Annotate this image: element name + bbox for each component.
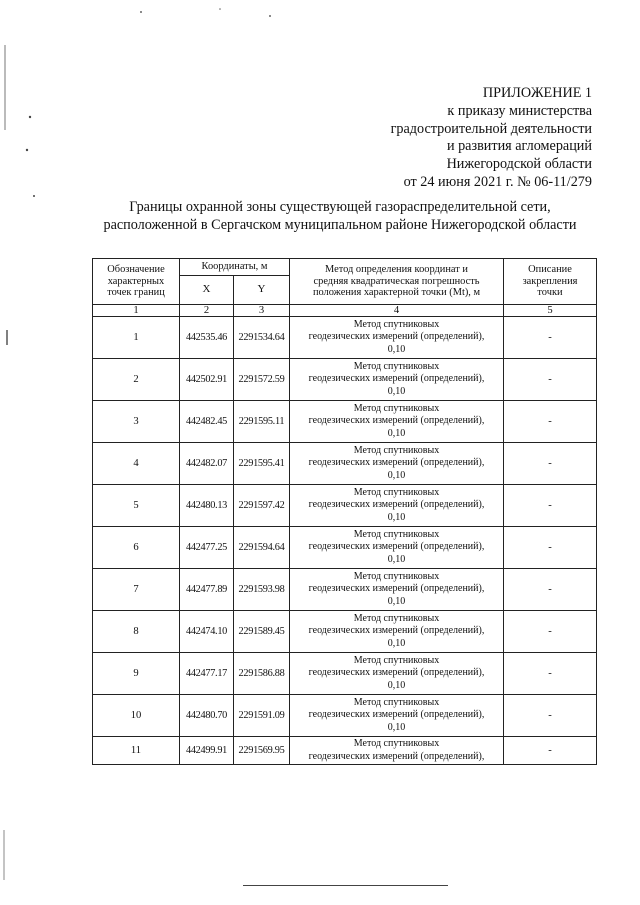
- table-row: [93, 485, 597, 527]
- col-number: 4: [290, 305, 504, 317]
- point-number-cell: 5: [93, 485, 180, 527]
- description-cell: -: [504, 317, 597, 359]
- table-row: [93, 737, 597, 765]
- y-coordinate-cell: 2291589.45: [234, 611, 290, 653]
- appendix-header: [332, 85, 592, 192]
- header-method-line-1: Метод определения координат и: [325, 264, 468, 276]
- method-cell: [290, 653, 504, 695]
- method-line-1: Метод спутниковых: [353, 528, 440, 540]
- point-number-cell: 10: [93, 695, 180, 737]
- method-cell: [290, 401, 504, 443]
- method-line-2: геодезических измерений (определений),: [308, 499, 485, 511]
- description-cell: -: [504, 611, 597, 653]
- method-line-3: 0,10: [387, 385, 406, 397]
- x-coordinate-cell: 442502.91: [180, 359, 234, 401]
- table-row: [93, 569, 597, 611]
- table-row: [93, 653, 597, 695]
- x-coordinate-cell: 442499.91: [180, 737, 234, 765]
- method-cell: [290, 611, 504, 653]
- point-number-cell: 11: [93, 737, 180, 765]
- method-line-2: геодезических измерений (определений),: [308, 583, 485, 595]
- description-cell: -: [504, 737, 597, 765]
- appendix-line-2: к приказу министерства: [447, 102, 592, 119]
- table-row: [93, 401, 597, 443]
- description-cell: -: [504, 359, 597, 401]
- method-cell: [290, 569, 504, 611]
- appendix-line-6: от 24 июня 2021 г. № 06-11/279: [403, 173, 592, 190]
- x-coordinate-cell: 442480.70: [180, 695, 234, 737]
- header-method-line-2: средняя квадратическая погрешность: [313, 275, 480, 287]
- method-line-3: 0,10: [387, 469, 406, 481]
- title-line-2: расположенной в Сергачском муниципальном районе Нижегородской области: [103, 217, 577, 233]
- method-line-2: геодезических измерений (определений),: [308, 541, 485, 553]
- point-number-cell: 2: [93, 359, 180, 401]
- title-line-1: Границы охранной зоны существующей газораспределительной сети,: [129, 199, 551, 215]
- method-line-2: геодезических измерений (определений),: [308, 750, 485, 762]
- col-number: 1: [93, 305, 180, 317]
- method-cell: [290, 359, 504, 401]
- point-number-cell: 7: [93, 569, 180, 611]
- col-number: 3: [234, 305, 290, 317]
- footer-line: [243, 885, 448, 886]
- point-number-cell: 1: [93, 317, 180, 359]
- table-body: [93, 317, 597, 765]
- table-row: [93, 527, 597, 569]
- description-cell: -: [504, 569, 597, 611]
- header-y: Y: [234, 276, 290, 305]
- method-line-3: 0,10: [387, 343, 406, 355]
- x-coordinate-cell: 442477.89: [180, 569, 234, 611]
- table-row: [93, 695, 597, 737]
- description-cell: -: [504, 653, 597, 695]
- method-line-1: Метод спутниковых: [353, 612, 440, 624]
- method-line-1: Метод спутниковых: [353, 654, 440, 666]
- header-coordinates: Координаты, м: [180, 259, 290, 276]
- method-line-2: геодезических измерений (определений),: [308, 415, 485, 427]
- method-cell: [290, 485, 504, 527]
- y-coordinate-cell: 2291594.64: [234, 527, 290, 569]
- y-coordinate-cell: 2291595.41: [234, 443, 290, 485]
- method-line-2: геодезических измерений (определений),: [308, 373, 485, 385]
- method-line-3: 0,10: [387, 637, 406, 649]
- y-coordinate-cell: 2291569.95: [234, 737, 290, 765]
- method-cell: [290, 527, 504, 569]
- y-coordinate-cell: 2291595.11: [234, 401, 290, 443]
- point-number-cell: 9: [93, 653, 180, 695]
- table-row: [93, 443, 597, 485]
- x-coordinate-cell: 442482.45: [180, 401, 234, 443]
- header-method: [290, 259, 504, 305]
- point-number-cell: 3: [93, 401, 180, 443]
- column-number-row: [93, 305, 597, 317]
- method-line-1: Метод спутниковых: [353, 738, 440, 749]
- header-point-line-3: точек границ: [107, 287, 165, 299]
- description-cell: -: [504, 443, 597, 485]
- method-line-1: Метод спутниковых: [353, 402, 440, 414]
- point-number-cell: 6: [93, 527, 180, 569]
- method-cell: [290, 317, 504, 359]
- method-line-3: 0,10: [387, 679, 406, 691]
- y-coordinate-cell: 2291572.59: [234, 359, 290, 401]
- method-line-3: 0,10: [387, 553, 406, 565]
- method-cell: [290, 443, 504, 485]
- header-method-line-3: положения характерной точки (Mt), м: [312, 287, 481, 299]
- header-description: [504, 259, 597, 305]
- appendix-line-3: градостроительной деятельности: [390, 120, 592, 137]
- description-cell: -: [504, 485, 597, 527]
- document-title: [80, 198, 600, 234]
- header-desc-line-2: закрепления: [522, 275, 578, 287]
- table-row: [93, 611, 597, 653]
- method-line-2: геодезических измерений (определений),: [308, 667, 485, 679]
- description-cell: -: [504, 695, 597, 737]
- method-line-1: Метод спутниковых: [353, 486, 440, 498]
- header-x: X: [180, 276, 234, 305]
- col-number: 5: [504, 305, 597, 317]
- method-line-2: геодезических измерений (определений),: [308, 709, 485, 721]
- description-cell: -: [504, 401, 597, 443]
- description-cell: -: [504, 527, 597, 569]
- x-coordinate-cell: 442480.13: [180, 485, 234, 527]
- x-coordinate-cell: 442535.46: [180, 317, 234, 359]
- header-desc-line-1: Описание: [528, 264, 572, 276]
- point-number-cell: 4: [93, 443, 180, 485]
- y-coordinate-cell: 2291586.88: [234, 653, 290, 695]
- y-coordinate-cell: 2291591.09: [234, 695, 290, 737]
- method-line-1: Метод спутниковых: [353, 696, 440, 708]
- x-coordinate-cell: 442474.10: [180, 611, 234, 653]
- y-coordinate-cell: 2291597.42: [234, 485, 290, 527]
- header-desc-line-3: точки: [537, 287, 563, 299]
- appendix-line-5: Нижегородской области: [446, 156, 592, 173]
- header-point: [93, 259, 180, 305]
- method-line-1: Метод спутниковых: [353, 570, 440, 582]
- header-point-line-1: Обозначение: [107, 264, 165, 276]
- appendix-line-4: и развития агломераций: [446, 138, 592, 155]
- table-row: [93, 359, 597, 401]
- method-cell: [290, 737, 504, 765]
- method-line-3: 0,10: [387, 511, 406, 523]
- method-line-3: 0,10: [387, 595, 406, 607]
- appendix-line-1: ПРИЛОЖЕНИЕ 1: [482, 85, 592, 101]
- method-line-2: геодезических измерений (определений),: [308, 625, 485, 637]
- y-coordinate-cell: 2291534.64: [234, 317, 290, 359]
- method-line-2: геодезических измерений (определений),: [308, 457, 485, 469]
- table-row: [93, 317, 597, 359]
- boundary-points-table: [92, 258, 597, 765]
- method-line-1: Метод спутниковых: [353, 360, 440, 372]
- header-row-1: [93, 259, 597, 276]
- x-coordinate-cell: 442482.07: [180, 443, 234, 485]
- point-number-cell: 8: [93, 611, 180, 653]
- method-line-3: 0,10: [387, 721, 406, 733]
- x-coordinate-cell: 442477.17: [180, 653, 234, 695]
- method-line-3: 0,10: [387, 427, 406, 439]
- header-point-line-2: характерных: [107, 275, 165, 287]
- x-coordinate-cell: 442477.25: [180, 527, 234, 569]
- method-line-2: геодезических измерений (определений),: [308, 331, 485, 343]
- method-line-1: Метод спутниковых: [353, 318, 440, 330]
- y-coordinate-cell: 2291593.98: [234, 569, 290, 611]
- col-number: 2: [180, 305, 234, 317]
- method-cell: [290, 695, 504, 737]
- method-line-1: Метод спутниковых: [353, 444, 440, 456]
